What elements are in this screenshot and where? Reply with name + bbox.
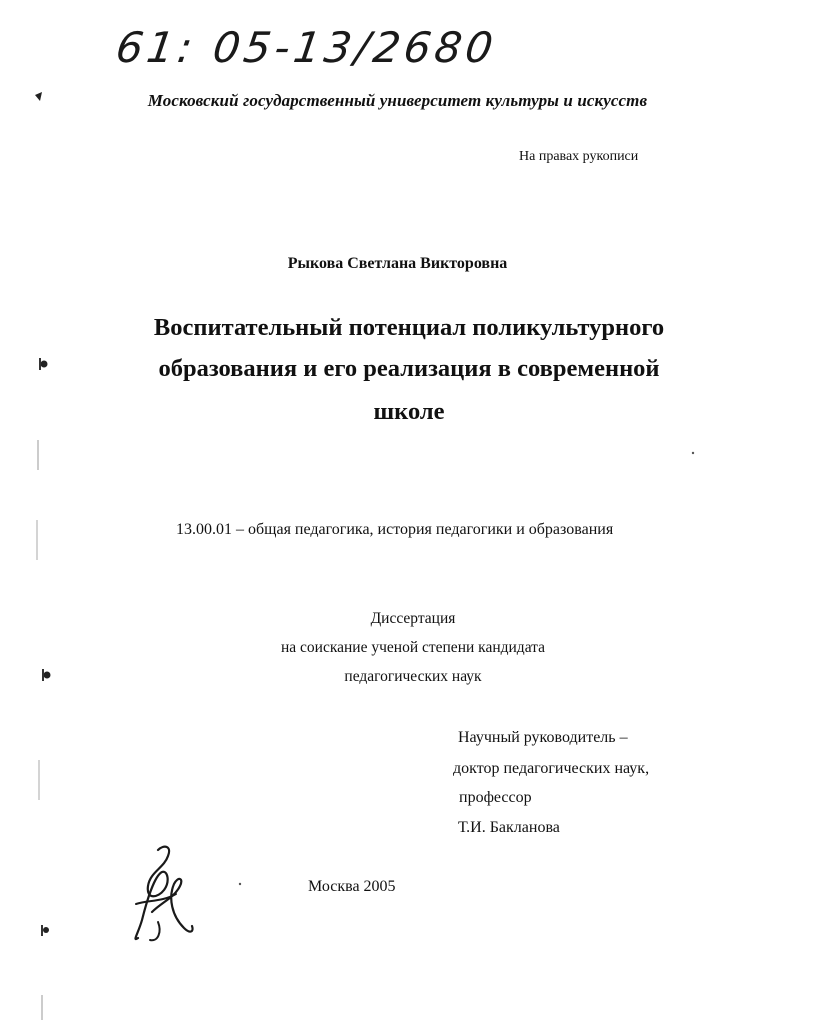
degree-line: на соискание ученой степени кандидата: [280, 639, 546, 656]
handwritten-signature: [128, 842, 200, 947]
author-name: Рыкова Светлана Викторовна: [287, 255, 508, 272]
supervisor-line: доктор педагогических наук,: [453, 760, 650, 777]
dissertation-title-line: Воспитательный потенциал поликультурного: [153, 314, 665, 341]
supervisor-line: профессор: [459, 789, 532, 806]
dissertation-title-line: школе: [373, 398, 445, 425]
city-and-year: Москва 2005: [308, 878, 396, 895]
manuscript-rights-note: На правах рукописи: [519, 149, 639, 164]
degree-line: Диссертация: [370, 610, 456, 627]
handwritten-number-text: 61: 05-13/2680: [113, 23, 500, 72]
supervisor-line: Научный руководитель –: [458, 729, 628, 746]
university-name: Московский государственный университет культуры и искусств: [147, 91, 648, 110]
specialty-code: 13.00.01 – общая педагогика, история педагогики и образования: [176, 521, 614, 538]
dissertation-title-line: образования и его реализация в современной: [158, 355, 660, 382]
degree-line: педагогических наук: [344, 668, 482, 685]
supervisor-name: Т.И. Бакланова: [458, 819, 560, 836]
handwritten-archive-number: [113, 8, 500, 80]
